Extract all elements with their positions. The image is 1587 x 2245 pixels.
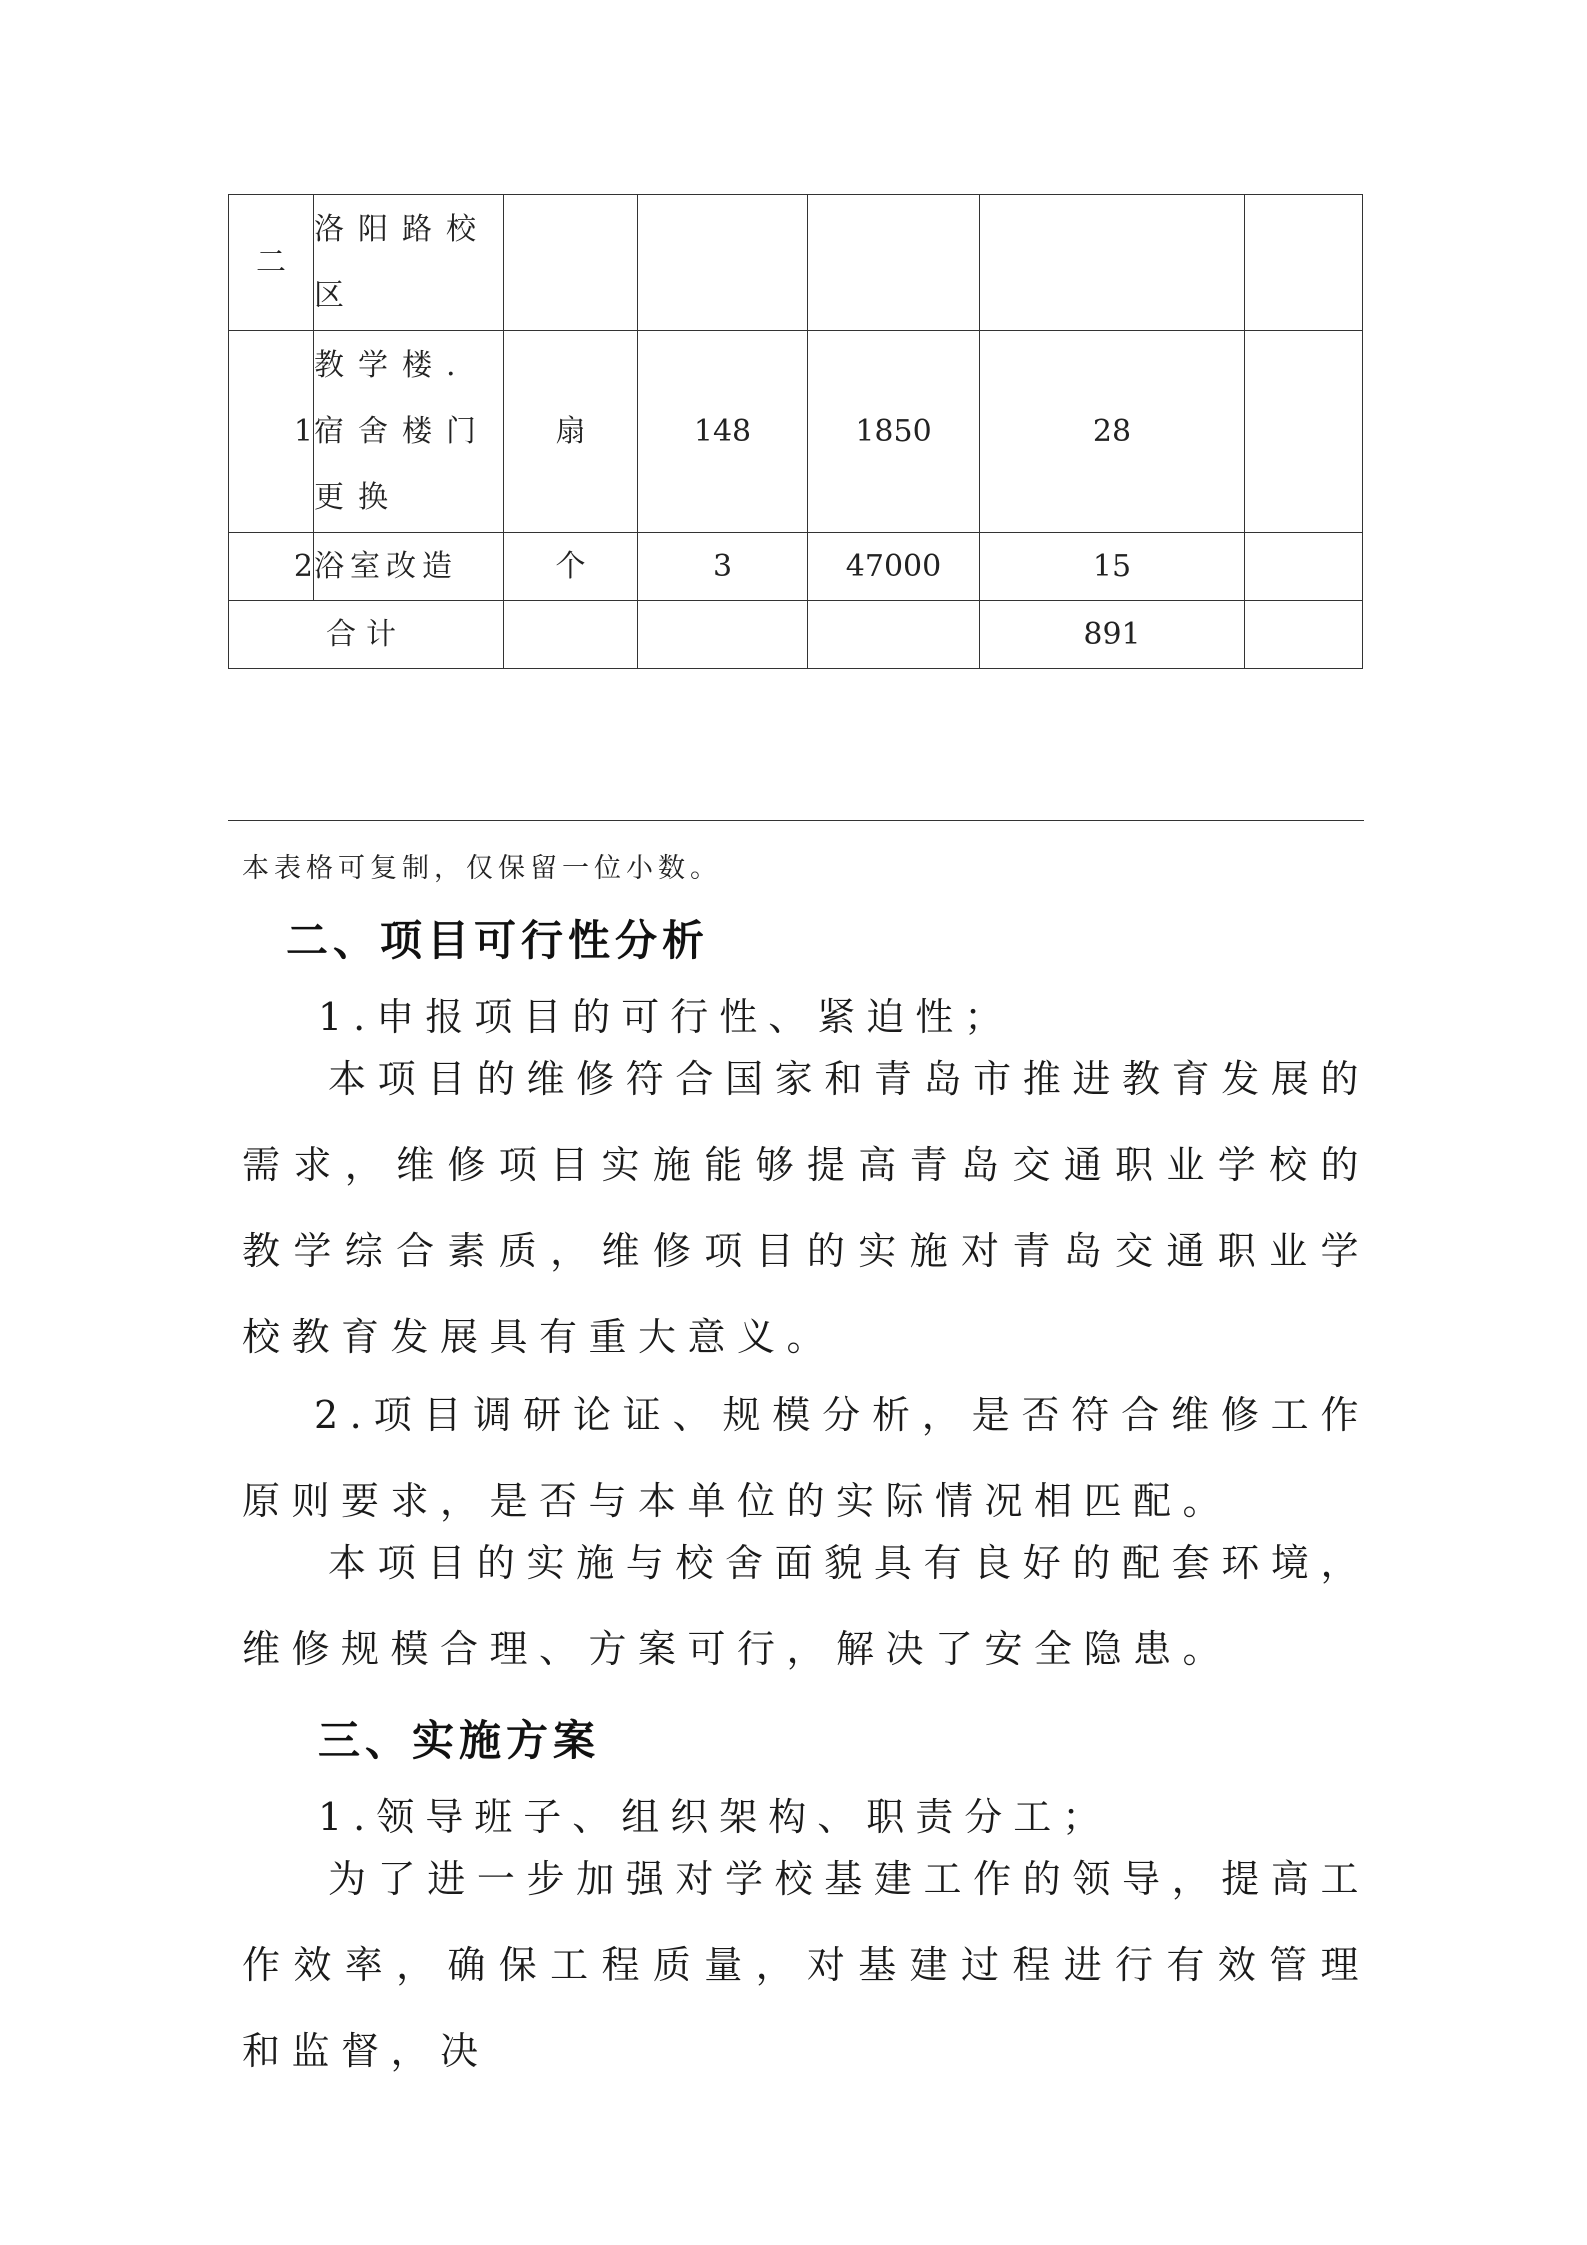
total-amount: 891 — [980, 601, 1245, 669]
unit-cell: 个 — [504, 533, 638, 601]
amount-cell — [980, 195, 1245, 331]
price-cell — [808, 601, 980, 669]
table-footnote: 本表格可复制，仅保留一位小数。 — [242, 853, 722, 884]
price-cell — [808, 195, 980, 331]
item-name: 浴室改造 — [314, 533, 504, 601]
price-cell: 47000 — [808, 533, 980, 601]
unit-cell — [504, 601, 638, 669]
table-row — [229, 331, 1363, 533]
note-cell — [1245, 601, 1363, 669]
subheading-leadership: 1.领导班子、组织架构、职责分工； — [318, 1795, 1112, 1839]
paragraph-research-analysis: 本项目的实施与校舍面貌具有良好的配套环境，维修规模合理、方案可行，解决了安全隐患。 — [242, 1541, 1370, 1671]
table-row — [229, 533, 1363, 601]
unit-cell: 扇 — [504, 331, 638, 533]
footnote-divider — [228, 820, 1364, 821]
section-heading-feasibility: 二、项目可行性分析 — [286, 916, 710, 965]
quantity-cell: 3 — [638, 533, 808, 601]
item-name: 洛阳路校区 — [314, 195, 504, 331]
quantity-cell — [638, 195, 808, 331]
paragraph-leadership: 为了进一步加强对学校基建工作的领导，提高工作效率，确保工程质量，对基建过程进行有效管理和监督，决 — [242, 1857, 1370, 2073]
note-cell — [1245, 331, 1363, 533]
row-number: 二 — [229, 195, 314, 331]
quantity-cell — [638, 601, 808, 669]
quantity-cell: 148 — [638, 331, 808, 533]
total-label: 合计 — [229, 601, 504, 669]
paragraph-feasibility: 本项目的维修符合国家和青岛市推进教育发展的需求，维修项目实施能够提高青岛交通职业学校的教学综合素质，维修项目的实施对青岛交通职业学校教育发展具有重大意义。 — [242, 1057, 1370, 1359]
note-cell — [1245, 533, 1363, 601]
amount-cell: 15 — [980, 533, 1245, 601]
subheading-feasibility-urgency: 1.申报项目的可行性、紧迫性； — [318, 995, 1014, 1039]
price-cell: 1850 — [808, 331, 980, 533]
section-heading-implementation: 三、实施方案 — [318, 1716, 601, 1765]
item-name: 教学楼.宿舍楼门更换 — [314, 331, 504, 533]
note-cell — [1245, 195, 1363, 331]
subheading-research-analysis: 2.项目调研论证、规模分析，是否符合维修工作原则要求，是否与本单位的实际情况相匹配。 — [242, 1393, 1370, 1523]
amount-cell: 28 — [980, 331, 1245, 533]
row-number: 1 — [229, 331, 314, 533]
unit-cell — [504, 195, 638, 331]
table-row — [229, 195, 1363, 331]
table-total-row — [229, 601, 1363, 669]
budget-table — [228, 194, 1363, 669]
row-number: 2 — [229, 533, 314, 601]
